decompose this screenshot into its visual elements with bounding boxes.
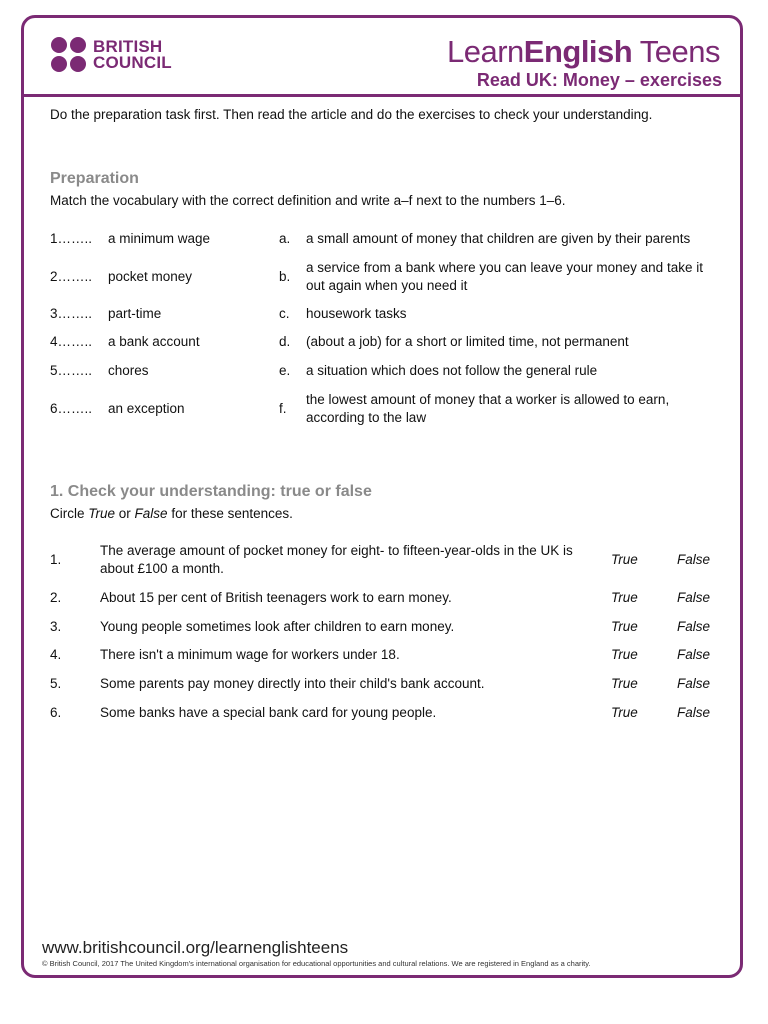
header-divider	[24, 94, 743, 97]
statement-text: Some parents pay money directly into their child's bank account.	[100, 676, 485, 691]
false-option[interactable]: False	[677, 676, 711, 691]
true-option[interactable]: True	[611, 590, 638, 605]
statement-number: 6.	[50, 705, 62, 720]
definition-letter: e.	[279, 363, 291, 378]
logo-line-1: BRITISH	[93, 37, 163, 56]
learnenglish-teens-brand: LearnEnglish Teens	[446, 34, 720, 69]
false-option[interactable]: False	[677, 552, 711, 567]
statement-text: There isn't a minimum wage for workers under 18.	[100, 647, 400, 662]
true-option[interactable]: True	[611, 676, 638, 691]
task1-heading: 1. Check your understanding: true or false	[50, 483, 372, 500]
statement-text: The average amount of pocket money for eight- to fifteen-year-olds in the UK is about £100 a month.	[100, 543, 573, 576]
definition-text: a situation which does not follow the general rule	[306, 363, 598, 378]
vocab-word: part-time	[108, 306, 162, 321]
false-option[interactable]: False	[677, 590, 711, 605]
preparation-heading: Preparation	[50, 170, 139, 187]
statement-text: Some banks have a special bank card for young people.	[100, 705, 437, 720]
vocab-number: 6……..	[50, 401, 93, 416]
vocab-word: pocket money	[108, 269, 193, 284]
vocab-word: an exception	[108, 401, 185, 416]
vocab-word: chores	[108, 363, 149, 378]
false-option[interactable]: False	[677, 619, 711, 634]
vocab-number: 5……..	[50, 363, 93, 378]
definition-letter: b.	[279, 269, 291, 284]
statement-number: 4.	[50, 647, 62, 662]
definition-text: a small amount of money that children are given by their parents	[306, 231, 691, 246]
statement-number: 3.	[50, 619, 62, 634]
vocab-word: a minimum wage	[108, 231, 211, 246]
statement-number: 5.	[50, 676, 62, 691]
definition-letter: a.	[279, 231, 291, 246]
vocab-number: 4……..	[50, 334, 93, 349]
footer-url-link[interactable]: www.britishcouncil.org/learnenglishteens	[42, 938, 349, 957]
statement-number: 2.	[50, 590, 62, 605]
true-option[interactable]: True	[611, 705, 638, 720]
false-option[interactable]: False	[677, 705, 711, 720]
definition-letter: f.	[279, 401, 287, 416]
true-option[interactable]: True	[611, 619, 638, 634]
british-council-logo	[51, 37, 172, 73]
vocab-number: 3……..	[50, 306, 93, 321]
footer-copyright: © British Council, 2017 The United Kingdom's international organisation for educational opportunities and cultural relations. We are registered in England as a charity.	[42, 959, 591, 968]
definition-text: housework tasks	[306, 306, 407, 321]
vocab-number: 2……..	[50, 269, 93, 284]
definition-text: a service from a bank where you can leave your money and take it out again when you need it	[306, 260, 703, 293]
false-option[interactable]: False	[677, 647, 711, 662]
statement-text: Young people sometimes look after children to earn money.	[100, 619, 455, 634]
definition-letter: c.	[279, 306, 290, 321]
vocab-word: a bank account	[108, 334, 200, 349]
vocab-number: 1……..	[50, 231, 93, 246]
definition-text: (about a job) for a short or limited time, not permanent	[306, 334, 629, 349]
true-option[interactable]: True	[611, 552, 638, 567]
true-option[interactable]: True	[611, 647, 638, 662]
logo-line-2: COUNCIL	[93, 53, 172, 72]
preparation-instruction: Match the vocabulary with the correct definition and write a–f next to the numbers 1–6.	[50, 193, 566, 208]
intro-text: Do the preparation task first. Then read the article and do the exercises to check your understanding.	[50, 107, 653, 122]
definition-text: the lowest amount of money that a worker is allowed to earn, according to the law	[306, 392, 670, 425]
task1-instruction: Circle True or False for these sentences.	[50, 506, 293, 521]
document-title: Read UK: Money – exercises	[476, 70, 722, 90]
definition-letter: d.	[279, 334, 291, 349]
statement-number: 1.	[50, 552, 62, 567]
british-council-dots-icon	[51, 37, 87, 73]
statement-text: About 15 per cent of British teenagers work to earn money.	[100, 590, 452, 605]
